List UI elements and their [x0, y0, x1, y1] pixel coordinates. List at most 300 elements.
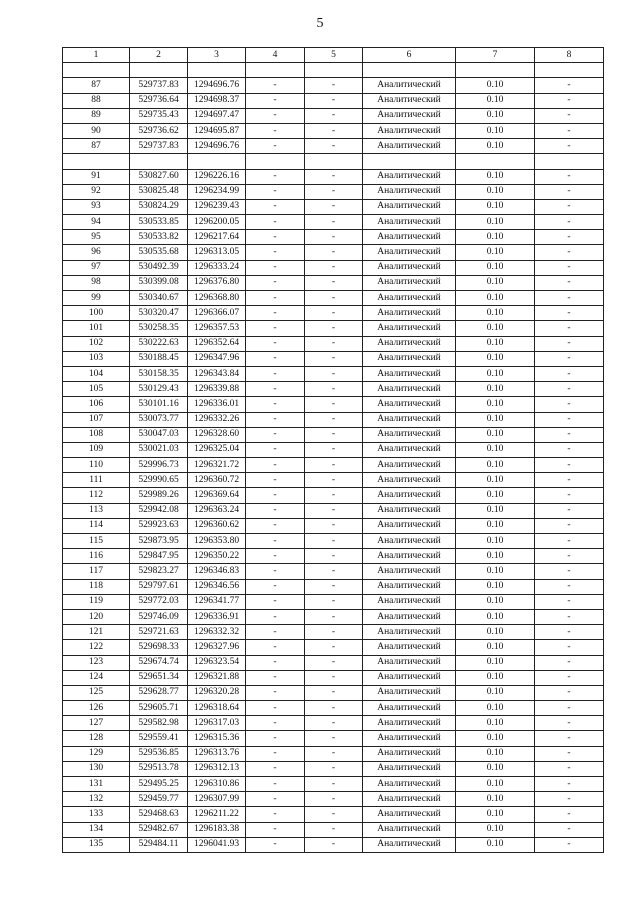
table-row — [63, 306, 604, 321]
table-cell: Аналитический — [363, 382, 456, 397]
table-cell: 0.10 — [456, 169, 535, 184]
table-row — [63, 442, 604, 457]
table-cell: Аналитический — [363, 351, 456, 366]
table-cell: 107 — [63, 412, 130, 427]
table-cell: 0.10 — [456, 670, 535, 685]
table-cell: 530320.47 — [130, 306, 188, 321]
table-cell: - — [246, 625, 305, 640]
column-header-8: 8 — [535, 48, 604, 63]
table-cell: - — [535, 761, 604, 776]
table-row — [63, 655, 604, 670]
table-cell: 94 — [63, 215, 130, 230]
table-cell: 1296041.93 — [188, 837, 246, 852]
table-cell: Аналитический — [363, 685, 456, 700]
table-cell: 530533.82 — [130, 230, 188, 245]
table-cell: 1296347.96 — [188, 351, 246, 366]
table-cell: 0.10 — [456, 640, 535, 655]
table-row — [63, 123, 604, 138]
table-cell: 529735.43 — [130, 108, 188, 123]
table-cell: 108 — [63, 427, 130, 442]
table-cell: 0.10 — [456, 78, 535, 93]
table-cell: Аналитический — [363, 488, 456, 503]
table-cell — [363, 63, 456, 78]
table-cell: - — [246, 564, 305, 579]
table-cell: 110 — [63, 458, 130, 473]
table-cell: - — [305, 488, 363, 503]
table-cell — [63, 63, 130, 78]
table-cell: - — [246, 184, 305, 199]
table-cell: 529847.95 — [130, 549, 188, 564]
table-cell: 128 — [63, 731, 130, 746]
table-cell: - — [535, 549, 604, 564]
table-cell: 529468.63 — [130, 807, 188, 822]
table-cell: 0.10 — [456, 761, 535, 776]
table-cell: - — [305, 260, 363, 275]
table-row — [63, 792, 604, 807]
table-cell: - — [246, 609, 305, 624]
column-header-1: 1 — [63, 48, 130, 63]
table-cell: 530340.67 — [130, 291, 188, 306]
table-cell: - — [305, 275, 363, 290]
table-cell: - — [535, 245, 604, 260]
table-row — [63, 488, 604, 503]
table-cell: - — [305, 503, 363, 518]
table-cell: 130 — [63, 761, 130, 776]
table-cell: 529737.83 — [130, 78, 188, 93]
table-cell: 89 — [63, 108, 130, 123]
table-cell: - — [305, 822, 363, 837]
table-cell: Аналитический — [363, 731, 456, 746]
table-cell: - — [305, 807, 363, 822]
table-cell: 1296310.86 — [188, 777, 246, 792]
table-row — [63, 670, 604, 685]
table-cell: 96 — [63, 245, 130, 260]
table-cell: 529651.34 — [130, 670, 188, 685]
table-row — [63, 93, 604, 108]
table-cell: Аналитический — [363, 473, 456, 488]
table-cell: 0.10 — [456, 245, 535, 260]
table-row — [63, 458, 604, 473]
table-row — [63, 503, 604, 518]
table-cell: - — [246, 427, 305, 442]
table-cell: 530129.43 — [130, 382, 188, 397]
table-cell: 88 — [63, 93, 130, 108]
table-cell: 95 — [63, 230, 130, 245]
table-header-row — [63, 48, 604, 63]
table-cell: - — [535, 655, 604, 670]
table-cell: 529736.64 — [130, 93, 188, 108]
table-cell: - — [305, 108, 363, 123]
table-cell: 530533.85 — [130, 215, 188, 230]
table-cell: - — [535, 746, 604, 761]
table-row — [63, 412, 604, 427]
table-cell: 101 — [63, 321, 130, 336]
table-cell: 1296339.88 — [188, 382, 246, 397]
table-cell: - — [305, 761, 363, 776]
table-row — [63, 685, 604, 700]
table-cell: 1294696.76 — [188, 78, 246, 93]
table-cell: - — [535, 458, 604, 473]
table-cell: 0.10 — [456, 123, 535, 138]
table-cell — [246, 63, 305, 78]
table-cell: 121 — [63, 625, 130, 640]
table-cell: - — [535, 260, 604, 275]
table-cell: 530825.48 — [130, 184, 188, 199]
table-cell: Аналитический — [363, 108, 456, 123]
table-cell: 0.10 — [456, 291, 535, 306]
table-cell: - — [305, 351, 363, 366]
table-cell: - — [535, 78, 604, 93]
table-cell: 0.10 — [456, 366, 535, 381]
table-cell: - — [305, 792, 363, 807]
table-cell: - — [246, 169, 305, 184]
table-cell: - — [535, 792, 604, 807]
table-cell: 530827.60 — [130, 169, 188, 184]
column-header-3: 3 — [188, 48, 246, 63]
table-cell: Аналитический — [363, 746, 456, 761]
table-cell: 1296332.26 — [188, 412, 246, 427]
table-cell: - — [246, 685, 305, 700]
table-cell: Аналитический — [363, 792, 456, 807]
table-cell: - — [535, 336, 604, 351]
table-cell: 529484.11 — [130, 837, 188, 852]
table-cell: - — [535, 291, 604, 306]
table-cell: 1296321.88 — [188, 670, 246, 685]
table-cell: 1296369.64 — [188, 488, 246, 503]
table-cell: 530073.77 — [130, 412, 188, 427]
table-cell: 0.10 — [456, 108, 535, 123]
table-cell: Аналитический — [363, 366, 456, 381]
table-cell: Аналитический — [363, 336, 456, 351]
table-cell: 1296307.99 — [188, 792, 246, 807]
coordinates-table — [62, 47, 604, 853]
table-cell: - — [305, 655, 363, 670]
table-cell: - — [305, 777, 363, 792]
table-cell: 1296321.72 — [188, 458, 246, 473]
table-cell: - — [246, 701, 305, 716]
table-cell: 0.10 — [456, 458, 535, 473]
table-cell: 529495.25 — [130, 777, 188, 792]
table-cell: 0.10 — [456, 351, 535, 366]
table-cell: 1296317.03 — [188, 716, 246, 731]
table-cell: 529605.71 — [130, 701, 188, 716]
table-cell: - — [535, 215, 604, 230]
table-cell: Аналитический — [363, 230, 456, 245]
table-cell: 93 — [63, 199, 130, 214]
table-cell: - — [246, 382, 305, 397]
table-cell: - — [246, 336, 305, 351]
table-cell: 0.10 — [456, 822, 535, 837]
table-cell: - — [305, 93, 363, 108]
table-cell: Аналитический — [363, 534, 456, 549]
table-cell: Аналитический — [363, 822, 456, 837]
table-cell: - — [246, 837, 305, 852]
table-row — [63, 534, 604, 549]
table-cell: 1296353.80 — [188, 534, 246, 549]
table-cell: 0.10 — [456, 625, 535, 640]
table-cell: 119 — [63, 594, 130, 609]
table-cell: 0.10 — [456, 549, 535, 564]
table-cell: 529923.63 — [130, 518, 188, 533]
table-cell: 1296336.01 — [188, 397, 246, 412]
table-cell: - — [246, 260, 305, 275]
table-cell: - — [246, 670, 305, 685]
table-cell: 1296357.53 — [188, 321, 246, 336]
table-cell: 529996.73 — [130, 458, 188, 473]
table-cell: - — [305, 366, 363, 381]
table-cell: - — [535, 609, 604, 624]
table-cell: 132 — [63, 792, 130, 807]
table-cell: Аналитический — [363, 761, 456, 776]
table-cell — [363, 154, 456, 169]
table-cell: - — [305, 518, 363, 533]
table-cell: - — [246, 473, 305, 488]
table-row — [63, 609, 604, 624]
table-cell: 529698.33 — [130, 640, 188, 655]
table-cell: 1294698.37 — [188, 93, 246, 108]
table-cell: - — [305, 123, 363, 138]
table-cell: Аналитический — [363, 184, 456, 199]
table-cell: 529536.85 — [130, 746, 188, 761]
table-cell: 92 — [63, 184, 130, 199]
table-cell — [130, 63, 188, 78]
table-row — [63, 807, 604, 822]
table-cell: Аналитический — [363, 306, 456, 321]
table-row — [63, 169, 604, 184]
table-cell: 120 — [63, 609, 130, 624]
table-cell: Аналитический — [363, 199, 456, 214]
table-cell: Аналитический — [363, 215, 456, 230]
table-cell: 1294696.76 — [188, 139, 246, 154]
table-row — [63, 336, 604, 351]
table-cell: 1296332.32 — [188, 625, 246, 640]
table-cell: 0.10 — [456, 518, 535, 533]
table-cell: - — [246, 549, 305, 564]
table-cell: Аналитический — [363, 701, 456, 716]
table-row — [63, 139, 604, 154]
table-cell: 115 — [63, 534, 130, 549]
table-cell: 529823.27 — [130, 564, 188, 579]
table-cell: 109 — [63, 442, 130, 457]
table-cell: 0.10 — [456, 807, 535, 822]
table-row — [63, 761, 604, 776]
table-cell: 0.10 — [456, 685, 535, 700]
table-cell: 102 — [63, 336, 130, 351]
table-cell: 529459.77 — [130, 792, 188, 807]
table-cell: Аналитический — [363, 609, 456, 624]
table-cell: Аналитический — [363, 442, 456, 457]
table-body — [63, 48, 604, 853]
table-cell: Аналитический — [363, 837, 456, 852]
table-row — [63, 275, 604, 290]
table-cell: Аналитический — [363, 93, 456, 108]
table-row — [63, 746, 604, 761]
table-row — [63, 245, 604, 260]
table-cell: 529513.78 — [130, 761, 188, 776]
table-cell: 97 — [63, 260, 130, 275]
table-cell: 529582.98 — [130, 716, 188, 731]
table-cell: - — [535, 199, 604, 214]
table-cell: - — [535, 230, 604, 245]
table-cell: - — [246, 351, 305, 366]
table-cell: 99 — [63, 291, 130, 306]
table-cell: - — [246, 230, 305, 245]
table-cell: 133 — [63, 807, 130, 822]
table-cell: - — [535, 731, 604, 746]
table-cell: Аналитический — [363, 549, 456, 564]
table-cell: 1296350.22 — [188, 549, 246, 564]
table-cell: 127 — [63, 716, 130, 731]
table-cell: 111 — [63, 473, 130, 488]
table-cell — [130, 154, 188, 169]
table-cell: - — [535, 321, 604, 336]
table-cell: 529674.74 — [130, 655, 188, 670]
table-cell: - — [246, 245, 305, 260]
table-cell: - — [535, 518, 604, 533]
table-cell: 0.10 — [456, 260, 535, 275]
table-cell: 1296200.05 — [188, 215, 246, 230]
table-cell: 126 — [63, 701, 130, 716]
table-cell — [305, 63, 363, 78]
table-cell: Аналитический — [363, 579, 456, 594]
table-cell: 530047.03 — [130, 427, 188, 442]
column-header-4: 4 — [246, 48, 305, 63]
table-cell: - — [246, 594, 305, 609]
table-cell: - — [305, 291, 363, 306]
table-cell: 0.10 — [456, 837, 535, 852]
table-row — [63, 579, 604, 594]
table-cell: 0.10 — [456, 139, 535, 154]
table-cell: 1296328.60 — [188, 427, 246, 442]
table-cell: - — [535, 108, 604, 123]
table-cell: - — [535, 670, 604, 685]
table-cell: 0.10 — [456, 746, 535, 761]
table-cell: - — [305, 306, 363, 321]
table-cell: - — [305, 458, 363, 473]
table-row — [63, 777, 604, 792]
table-cell: - — [305, 731, 363, 746]
table-cell: - — [535, 123, 604, 138]
table-cell: Аналитический — [363, 777, 456, 792]
table-cell: 1296313.76 — [188, 746, 246, 761]
table-cell — [246, 154, 305, 169]
table-cell: 0.10 — [456, 716, 535, 731]
table-cell: - — [535, 442, 604, 457]
table-cell: 0.10 — [456, 336, 535, 351]
column-header-5: 5 — [305, 48, 363, 63]
table-cell: 0.10 — [456, 655, 535, 670]
table-cell: - — [305, 685, 363, 700]
table-cell: 530188.45 — [130, 351, 188, 366]
table-cell: - — [305, 746, 363, 761]
table-row — [63, 382, 604, 397]
table-cell: 529797.61 — [130, 579, 188, 594]
table-cell: - — [535, 534, 604, 549]
table-cell: - — [535, 777, 604, 792]
table-cell: 124 — [63, 670, 130, 685]
table-cell: 0.10 — [456, 230, 535, 245]
table-cell: - — [535, 503, 604, 518]
table-cell — [456, 63, 535, 78]
table-cell: Аналитический — [363, 291, 456, 306]
table-cell: - — [535, 412, 604, 427]
table-cell: 529736.62 — [130, 123, 188, 138]
table-cell: 530824.29 — [130, 199, 188, 214]
table-cell: 87 — [63, 78, 130, 93]
table-cell: - — [305, 549, 363, 564]
table-cell: 530158.35 — [130, 366, 188, 381]
table-row — [63, 473, 604, 488]
table-cell: Аналитический — [363, 503, 456, 518]
table-cell: - — [246, 291, 305, 306]
table-cell: 0.10 — [456, 412, 535, 427]
table-cell: - — [305, 184, 363, 199]
table-cell: - — [535, 275, 604, 290]
table-cell: - — [246, 655, 305, 670]
table-cell: 122 — [63, 640, 130, 655]
table-cell: 1296312.13 — [188, 761, 246, 776]
table-row — [63, 397, 604, 412]
table-cell — [535, 63, 604, 78]
table-cell: Аналитический — [363, 260, 456, 275]
table-cell: - — [535, 351, 604, 366]
table-cell: - — [246, 777, 305, 792]
table-cell: 113 — [63, 503, 130, 518]
table-cell: 0.10 — [456, 382, 535, 397]
table-cell: - — [246, 123, 305, 138]
table-cell: - — [305, 442, 363, 457]
table-cell: 116 — [63, 549, 130, 564]
table-cell: - — [305, 670, 363, 685]
table-cell: - — [246, 306, 305, 321]
table-cell: 0.10 — [456, 731, 535, 746]
table-cell: - — [246, 275, 305, 290]
table-cell: 91 — [63, 169, 130, 184]
table-cell: 118 — [63, 579, 130, 594]
table-cell: 1296183.38 — [188, 822, 246, 837]
table-cell: 530021.03 — [130, 442, 188, 457]
table-cell: - — [305, 609, 363, 624]
table-cell: Аналитический — [363, 427, 456, 442]
table-cell: 1296336.91 — [188, 609, 246, 624]
table-cell: 0.10 — [456, 306, 535, 321]
table-row — [63, 108, 604, 123]
table-cell: - — [246, 746, 305, 761]
table-cell: - — [535, 701, 604, 716]
table-cell: Аналитический — [363, 564, 456, 579]
table-cell: 0.10 — [456, 777, 535, 792]
table-row — [63, 701, 604, 716]
table-row — [63, 366, 604, 381]
table-row — [63, 184, 604, 199]
table-cell: 0.10 — [456, 321, 535, 336]
table-cell: - — [535, 473, 604, 488]
table-cell: 1296325.04 — [188, 442, 246, 457]
table-cell: 1296234.99 — [188, 184, 246, 199]
table-cell: 529559.41 — [130, 731, 188, 746]
column-header-6: 6 — [363, 48, 456, 63]
table-cell: 529942.08 — [130, 503, 188, 518]
table-cell — [63, 154, 130, 169]
table-cell: 1296313.05 — [188, 245, 246, 260]
table-cell: - — [535, 685, 604, 700]
table-cell: 103 — [63, 351, 130, 366]
table-cell: - — [246, 716, 305, 731]
table-cell: Аналитический — [363, 169, 456, 184]
table-cell: Аналитический — [363, 139, 456, 154]
table-row — [63, 291, 604, 306]
table-cell: - — [535, 169, 604, 184]
